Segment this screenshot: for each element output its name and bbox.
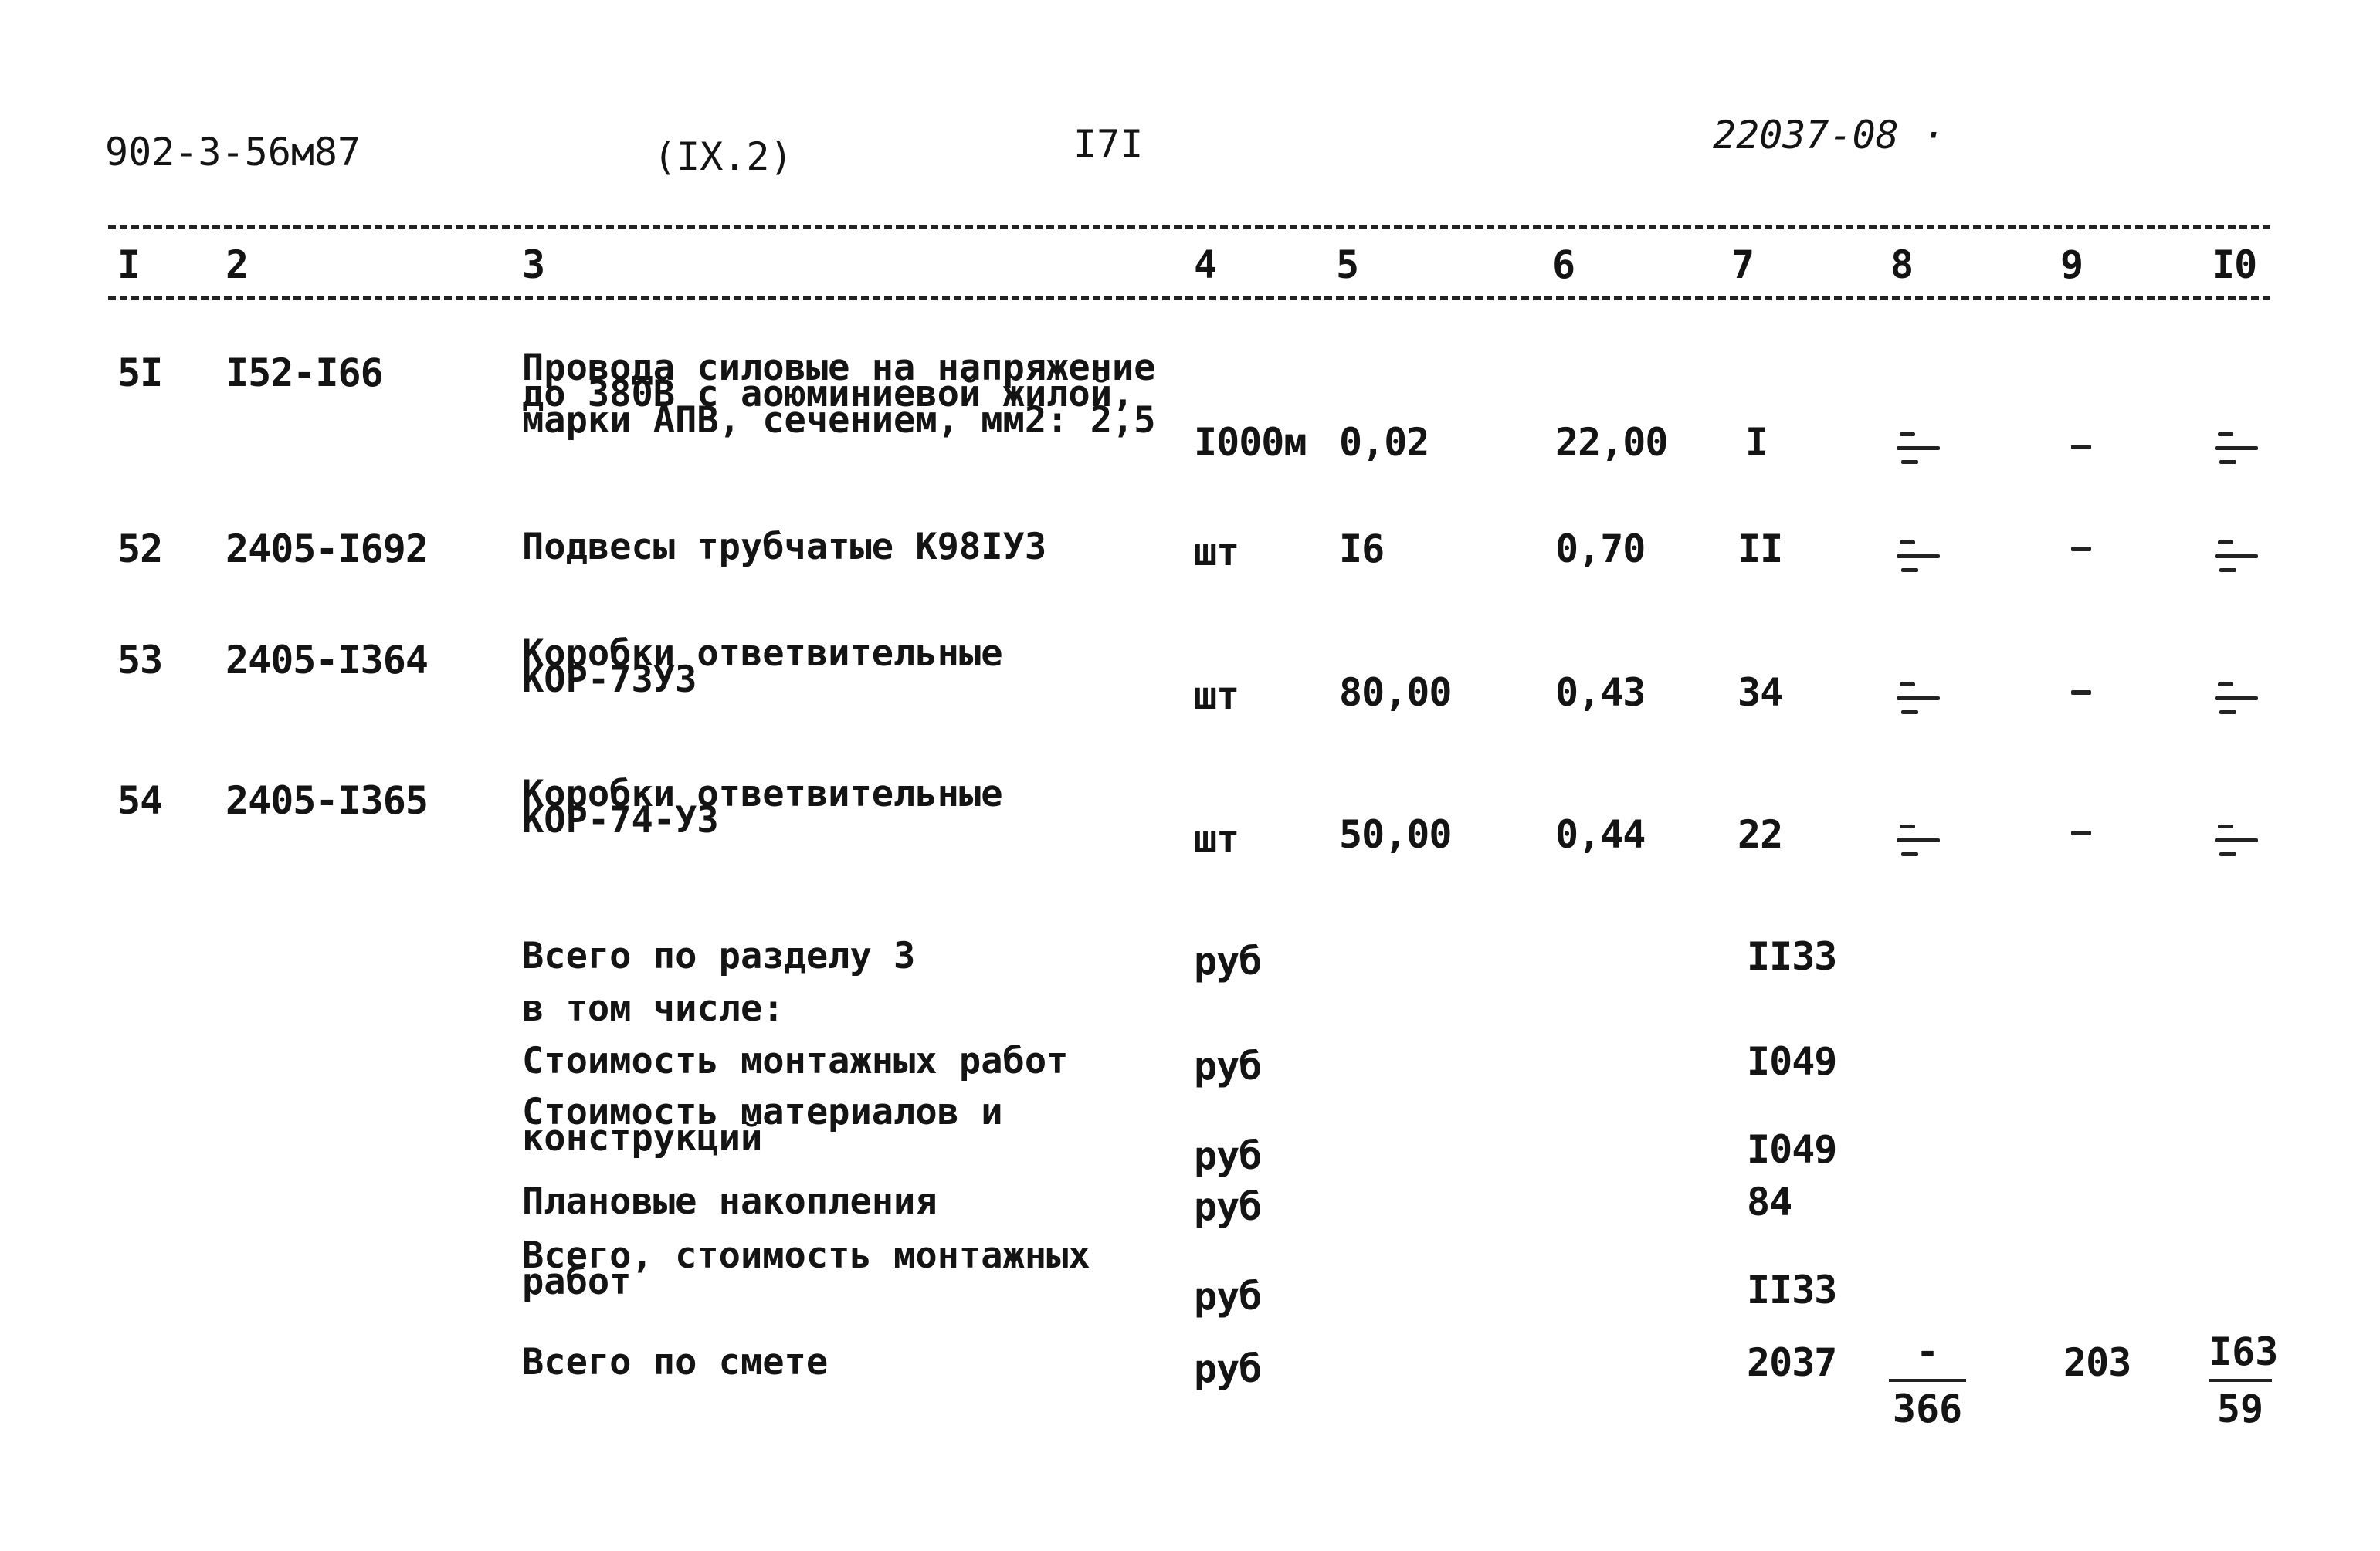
unit-price: 22,00 — [1555, 420, 1668, 465]
grand-total-col10-numerator: I63 — [2209, 1329, 2272, 1382]
unit-price: 0,44 — [1555, 812, 1646, 857]
row-number: 54 — [117, 778, 163, 823]
empty-value-dashes — [1897, 540, 1940, 584]
row-number: 52 — [117, 527, 163, 571]
empty-value-dash — [2071, 445, 2091, 449]
column-header: I0 — [2212, 242, 2257, 287]
column-header: 4 — [1194, 242, 1217, 287]
section-label: (IX.2) — [653, 134, 793, 179]
summary-label: Стоимость монтажных работ — [522, 1040, 1069, 1082]
item-description: Коробки ответвительные КОР-74-УЗ — [522, 773, 1003, 842]
column-header: 6 — [1552, 242, 1575, 287]
document-code: 902-3-56м87 — [105, 130, 361, 174]
empty-value-dashes — [1897, 682, 1940, 726]
total-cost: II — [1738, 527, 1783, 571]
unit: I000м — [1194, 420, 1307, 465]
summary-value: I049 — [1747, 1039, 1837, 1084]
quantity: I6 — [1339, 527, 1385, 571]
column-header: 3 — [522, 242, 545, 287]
summary-label: в том числе: — [522, 987, 785, 1030]
grand-total-col8-denominator: 366 — [1892, 1387, 1963, 1431]
summary-value: 84 — [1747, 1180, 1792, 1224]
row-number: 5I — [117, 350, 163, 395]
header-bottom-rule — [108, 296, 2270, 300]
summary-label: Стоимость материалов и конструкций — [522, 1091, 1003, 1160]
summary-unit: руб — [1194, 1133, 1262, 1178]
empty-value-dashes — [2215, 682, 2258, 726]
grand-total-col9: 203 — [2063, 1340, 2131, 1385]
empty-value-dash — [2071, 547, 2091, 551]
total-cost: I — [1745, 420, 1768, 465]
empty-value-dashes — [1897, 432, 1940, 476]
unit-price: 0,43 — [1555, 670, 1646, 715]
unit: шт — [1194, 817, 1239, 862]
quantity: 80,00 — [1339, 670, 1452, 715]
summary-value: II33 — [1747, 1268, 1837, 1312]
item-description: Провода силовые на напряжение до 380В с аоюминиевой жилой, марки АПВ, сечением, мм2: 2,5 — [522, 347, 1156, 442]
column-header: 5 — [1336, 242, 1359, 287]
summary-value: 2037 — [1747, 1340, 1837, 1385]
grand-total-col8-numerator: - — [1889, 1329, 1966, 1382]
item-description: Коробки ответвительные КОР-73УЗ — [522, 632, 1003, 701]
summary-value: II33 — [1747, 934, 1837, 979]
empty-value-dashes — [1897, 825, 1940, 868]
row-number: 53 — [117, 638, 163, 682]
column-header: 2 — [225, 242, 249, 287]
grand-total-col10 — [2209, 1329, 2279, 1431]
grand-total-col8 — [1889, 1329, 1966, 1431]
unit-price: 0,70 — [1555, 527, 1646, 571]
quantity: 0,02 — [1339, 420, 1429, 465]
summary-label: Всего по разделу 3 — [522, 935, 916, 977]
column-header: 9 — [2060, 242, 2083, 287]
column-header: 7 — [1731, 242, 1754, 287]
empty-value-dash — [2071, 690, 2091, 695]
sheet-code: 22037-08 · — [1713, 113, 1946, 157]
column-header: I — [117, 242, 141, 287]
summary-label: Плановые накопления — [522, 1180, 937, 1223]
price-code: 2405-I365 — [225, 778, 428, 823]
summary-value: I049 — [1747, 1127, 1837, 1172]
empty-value-dashes — [2215, 432, 2258, 476]
item-description: Подвесы трубчатые К98IУЗ — [522, 526, 1047, 568]
grand-total-col10-denominator: 59 — [2216, 1387, 2264, 1431]
price-code: 2405-I692 — [225, 527, 428, 571]
summary-label: Всего, стоимость монтажных работ — [522, 1234, 1090, 1303]
unit: шт — [1194, 673, 1239, 718]
header-top-rule — [108, 225, 2270, 229]
empty-value-dash — [2071, 831, 2091, 835]
price-code: I52-I66 — [225, 350, 383, 395]
summary-unit: руб — [1194, 1346, 1262, 1391]
price-code: 2405-I364 — [225, 638, 428, 682]
page-number: I7I — [1073, 122, 1144, 167]
total-cost: 22 — [1738, 812, 1783, 857]
summary-label: Всего по смете — [522, 1341, 829, 1383]
summary-unit: руб — [1194, 939, 1262, 984]
summary-unit: руб — [1194, 1274, 1262, 1319]
summary-unit: руб — [1194, 1044, 1262, 1089]
total-cost: 34 — [1738, 670, 1783, 715]
unit: шт — [1194, 530, 1239, 574]
quantity: 50,00 — [1339, 812, 1452, 857]
summary-unit: руб — [1194, 1184, 1262, 1229]
column-header: 8 — [1890, 242, 1914, 287]
empty-value-dashes — [2215, 825, 2258, 868]
empty-value-dashes — [2215, 540, 2258, 584]
